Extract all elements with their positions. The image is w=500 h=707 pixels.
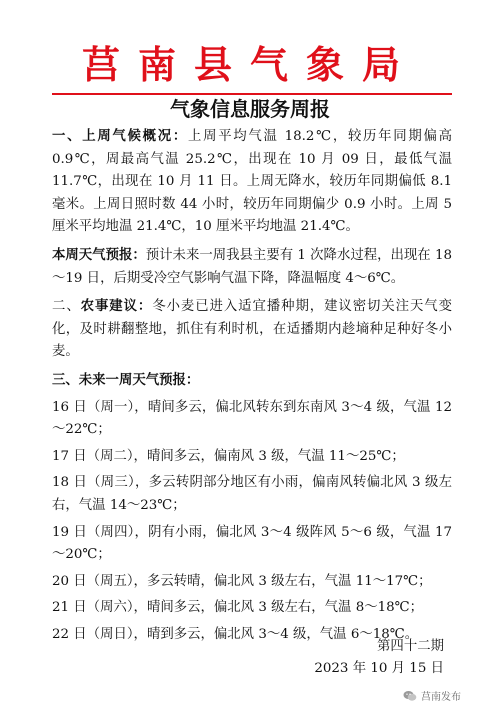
document-footer — [314, 636, 444, 680]
agri-advice — [52, 295, 452, 364]
last-week-summary — [52, 125, 452, 239]
section-prefix: 二、 — [52, 299, 81, 315]
section-text: 预计未来一周我县主要有 1 次降水过程，出现在 18～19 日，后期受冷空气影响气温下降，降温幅度 4～6℃。 — [52, 247, 453, 286]
forecast-day: 17 日（周二），晴间多云，偏南风 3 级，气温 11～25℃； — [52, 448, 405, 464]
section-text: 上周平均气温 18.2℃，较历年同期偏高 0.9℃，周最高气温 25.2℃，出现在 10 月 09 日，最低气温 11.7℃，出现在 10 月 11 日。上周无降水，较历年同期偏低 8.1 毫米。上周日照时数 44 小时，较历年同期偏少 0.9 小时。上周 5 厘米平均地温 21.4℃，10 厘米平均地温 21.4℃。 — [52, 129, 452, 235]
section-text: 冬小麦已进入适宜播种期，建议密切关注天气变化，及时耕翻整地，抓住有利时机，在适播期内趁墒种足种好冬小麦。 — [52, 299, 453, 360]
source-badge — [403, 688, 461, 703]
forecast-day: 18 日（周三），多云转阴部分地区有小雨，偏南风转偏北风 3 级左右，气温 14～23℃； — [52, 475, 452, 513]
header-divider — [52, 93, 452, 95]
forecast-day: 22 日（周日），晴到多云，偏北风 3～4 级，气温 6～18℃。 — [52, 626, 419, 642]
agency-header: 莒南县气象局 — [81, 42, 418, 87]
document-title: 气象信息服务周报 — [170, 97, 330, 121]
daily-forecast-list — [52, 397, 452, 647]
this-week-forecast — [52, 244, 452, 290]
section-label: 农事建议： — [80, 298, 153, 315]
wechat-icon — [403, 690, 417, 702]
forecast-day: 16 日（周一），晴间多云，偏北风转东到东南风 3～4 级，气温 12～22℃； — [52, 399, 452, 438]
issue-number: 第四十二期 — [377, 639, 444, 654]
badge-label: 莒南发布 — [421, 692, 461, 703]
document-body — [52, 125, 452, 650]
forecast-day: 21 日（周六），晴间多云，偏北风 3 级左右，气温 8～18℃； — [52, 600, 424, 616]
forecast-heading: 三、未来一周天气预报： — [52, 371, 200, 388]
section-label: 一、上周气候概况： — [52, 128, 188, 144]
forecast-day: 19 日（周四），阴有小雨，偏北风 3～4 级阵风 5～6 级，气温 17～20℃； — [52, 524, 452, 563]
forecast-day: 20 日（周五），多云转晴，偏北风 3 级左右，气温 11～17℃； — [52, 573, 432, 589]
section-label: 本周天气预报： — [52, 246, 146, 263]
issue-date: 2023 年 10 月 15 日 — [314, 661, 444, 676]
